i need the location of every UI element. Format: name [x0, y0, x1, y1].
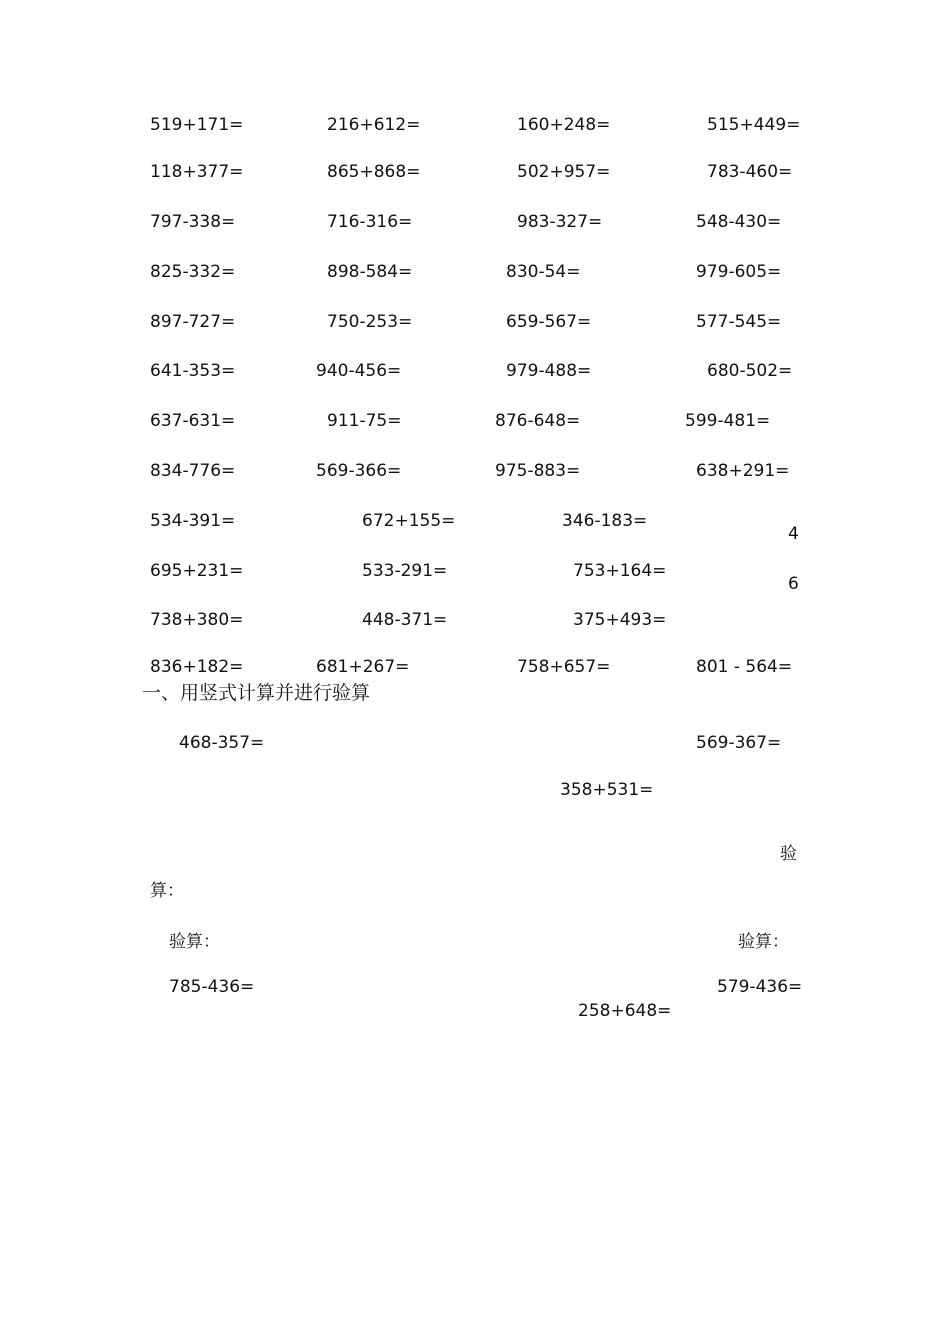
problem: 533-291= — [362, 561, 448, 581]
problem: 753+164= — [573, 561, 667, 581]
problem: 680-502= — [707, 361, 793, 381]
problem: 979-605= — [696, 262, 782, 282]
problem: 801 - 564= — [696, 657, 793, 677]
problem: 569-366= — [316, 461, 402, 481]
problem: 783-460= — [707, 162, 793, 182]
check-label: 验 — [780, 844, 797, 864]
vertical-problem: 258+648= — [578, 1001, 672, 1021]
margin-digit: 6 — [788, 574, 799, 594]
vertical-problem: 569-367= — [696, 733, 782, 753]
vertical-problem: 579-436= — [717, 977, 803, 997]
problem: 118+377= — [150, 162, 244, 182]
problem: 160+248= — [517, 115, 611, 135]
problem: 876-648= — [495, 411, 581, 431]
check-label: 验算： — [169, 932, 220, 952]
problem: 975-883= — [495, 461, 581, 481]
problem: 346-183= — [562, 511, 648, 531]
problem: 897-727= — [150, 312, 236, 332]
problem: 797-338= — [150, 212, 236, 232]
problem: 519+171= — [150, 115, 244, 135]
problem: 641-353= — [150, 361, 236, 381]
problem: 865+868= — [327, 162, 421, 182]
problem: 825-332= — [150, 262, 236, 282]
problem: 672+155= — [362, 511, 456, 531]
problem: 375+493= — [573, 610, 667, 630]
check-label: 算： — [150, 881, 184, 901]
problem: 898-584= — [327, 262, 413, 282]
problem: 716-316= — [327, 212, 413, 232]
problem: 983-327= — [517, 212, 603, 232]
problem: 534-391= — [150, 511, 236, 531]
problem: 515+449= — [707, 115, 801, 135]
problem: 830-54= — [506, 262, 581, 282]
problem: 834-776= — [150, 461, 236, 481]
problem: 750-253= — [327, 312, 413, 332]
problem: 758+657= — [517, 657, 611, 677]
problem: 836+182= — [150, 657, 244, 677]
problem: 502+957= — [517, 162, 611, 182]
margin-digit: 4 — [788, 524, 799, 544]
problem: 638+291= — [696, 461, 790, 481]
problem: 637-631= — [150, 411, 236, 431]
problem: 659-567= — [506, 312, 592, 332]
problem: 216+612= — [327, 115, 421, 135]
problem: 979-488= — [506, 361, 592, 381]
check-label: 验算： — [738, 932, 789, 952]
problem: 738+380= — [150, 610, 244, 630]
problem: 911-75= — [327, 411, 402, 431]
problem: 695+231= — [150, 561, 244, 581]
vertical-problem: 785-436= — [169, 977, 255, 997]
problem: 681+267= — [316, 657, 410, 677]
vertical-problem: 358+531= — [560, 780, 654, 800]
problem: 577-545= — [696, 312, 782, 332]
vertical-problem: 468-357= — [179, 733, 265, 753]
problem: 599-481= — [685, 411, 771, 431]
problem: 548-430= — [696, 212, 782, 232]
problem: 448-371= — [362, 610, 448, 630]
section-title: 一、用竖式计算并进行验算 — [142, 682, 371, 704]
problem: 940-456= — [316, 361, 402, 381]
